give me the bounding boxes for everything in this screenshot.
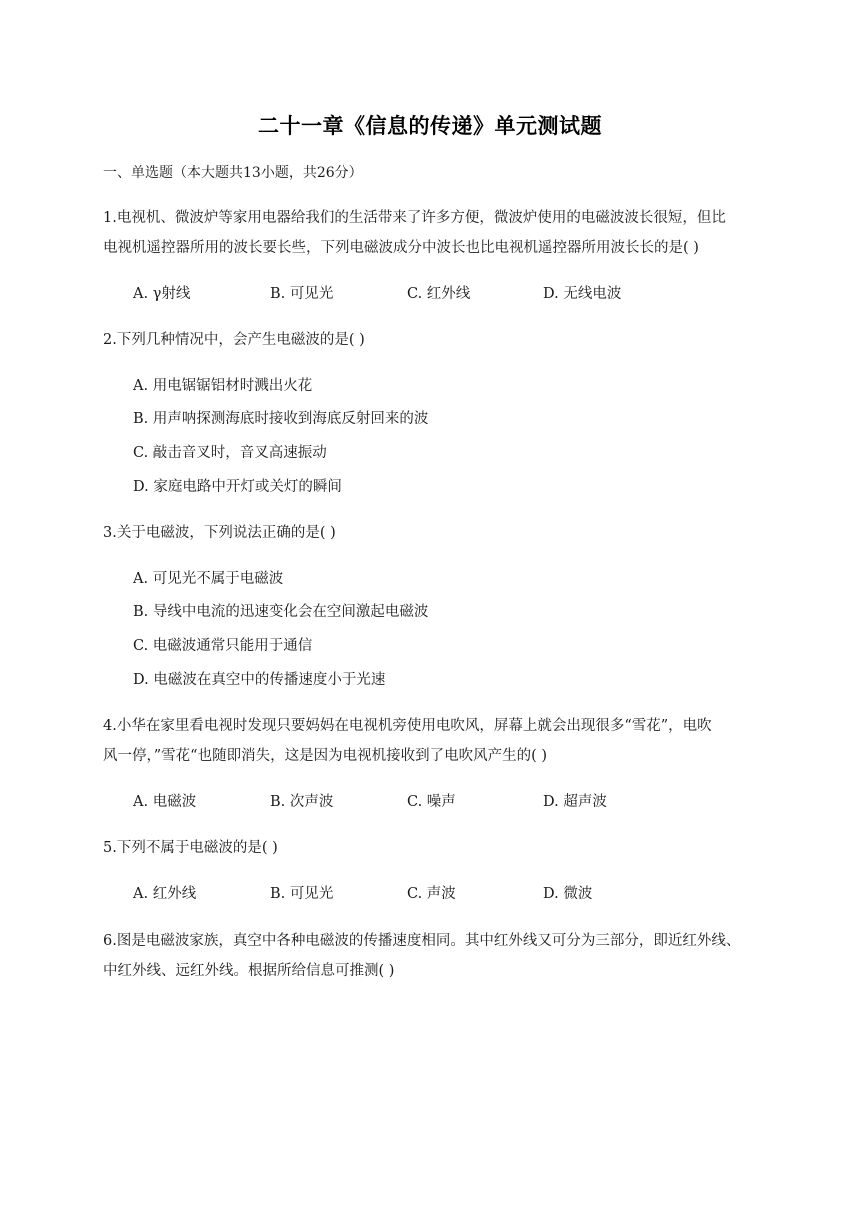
question-5-option-b: B. 可见光 <box>270 886 334 902</box>
question-2-line-1: 2.下列几种情况中，会产生电磁波的是( ) <box>103 332 365 348</box>
question-2-option-b: B. 用声呐探测海底时接收到海底反射回来的波 <box>133 411 429 427</box>
question-5-option-a: A. 红外线 <box>133 886 197 902</box>
section-heading: 一、单选题（本大题共13小题，共26分） <box>103 165 363 181</box>
question-3-line-1: 3.关于电磁波，下列说法正确的是( ) <box>103 525 336 541</box>
question-5-option-c: C. 声波 <box>407 886 456 902</box>
question-2-option-d: D. 家庭电路中开灯或关灯的瞬间 <box>133 479 342 495</box>
page-title: 二十一章《信息的传递》单元测试题 <box>258 113 602 138</box>
question-2-option-c: C. 敲击音叉时，音叉高速振动 <box>133 445 327 461</box>
question-4-option-a: A. 电磁波 <box>133 794 197 810</box>
question-4-line-2: 风一停，”雪花“也随即消失，这是因为电视机接收到了电吹风产生的( ) <box>103 748 547 764</box>
question-1-option-d: D. 无线电波 <box>543 286 622 302</box>
question-5-option-d: D. 微波 <box>543 886 593 902</box>
question-4-option-d: D. 超声波 <box>543 794 607 810</box>
question-1-option-b: B. 可见光 <box>270 286 334 302</box>
question-5-line-1: 5.下列不属于电磁波的是( ) <box>103 840 278 856</box>
question-4-option-b: B. 次声波 <box>270 794 334 810</box>
question-3-option-a: A. 可见光不属于电磁波 <box>133 571 284 587</box>
question-6-line-2: 中红外线、远红外线。根据所给信息可推测( ) <box>103 963 395 979</box>
question-4-option-c: C. 噪声 <box>407 794 456 810</box>
question-1-line-1: 1.电视机、微波炉等家用电器给我们的生活带来了许多方便，微波炉使用的电磁波波长很短，但比 <box>103 210 726 226</box>
question-1-line-2: 电视机遥控器所用的波长要长些，下列电磁波成分中波长也比电视机遥控器所用波长长的是( ) <box>103 240 699 256</box>
question-4-line-1: 4.小华在家里看电视时发现只要妈妈在电视机旁使用电吹风，屏幕上就会出现很多“雪花”，电吹 <box>103 718 712 734</box>
question-3-option-d: D. 电磁波在真空中的传播速度小于光速 <box>133 672 386 688</box>
question-6-line-1: 6.图是电磁波家族，真空中各种电磁波的传播速度相同。其中红外线又可分为三部分，即近红外线、 <box>103 933 741 949</box>
question-1-option-c: C. 红外线 <box>407 286 471 302</box>
question-3-option-c: C. 电磁波通常只能用于通信 <box>133 638 313 654</box>
question-2-option-a: A. 用电锯锯铝材时溅出火花 <box>133 378 313 394</box>
question-3-option-b: B. 导线中电流的迅速变化会在空间激起电磁波 <box>133 604 429 620</box>
question-1-option-a: A. γ射线 <box>133 286 191 302</box>
